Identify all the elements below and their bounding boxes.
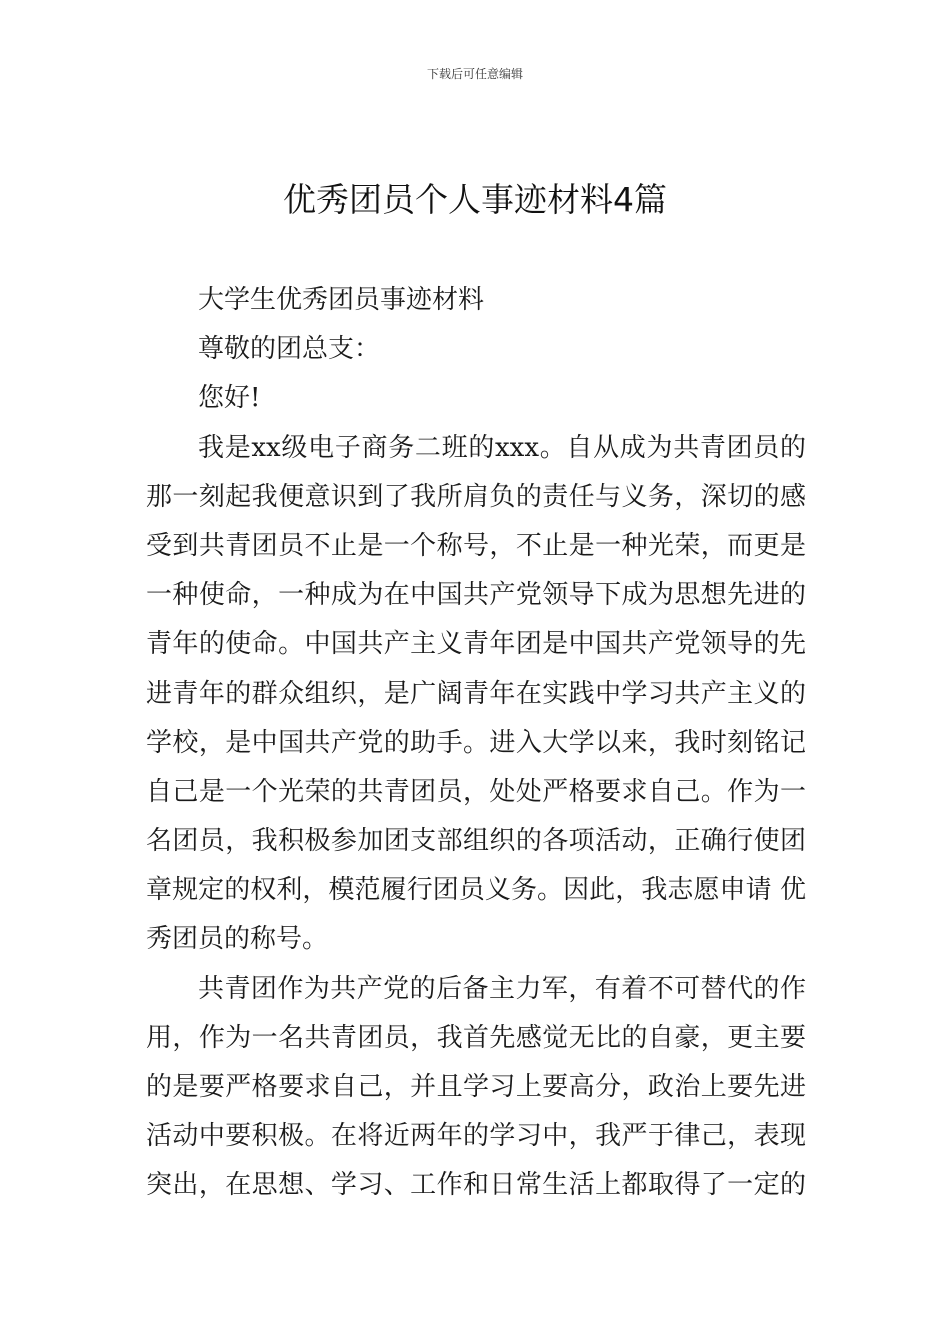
document-title: 优秀团员个人事迹材料4篇 <box>283 180 667 219</box>
paragraph-line: 名团员，我积极参加团支部组织的各项活动，正确行使团 <box>146 826 806 857</box>
salutation-line: 尊敬的团总支： <box>198 334 381 365</box>
paragraph-line: 的是要严格要求自己，并且学习上要高分，政治上要先进 <box>146 1072 806 1102</box>
document-body <box>146 276 806 1211</box>
paragraph-line: 学校，是中国共产党的助手。进入大学以来，我时刻铭记 <box>146 727 806 758</box>
paragraph-line: 青年的使命。中国共产主义青年团是中国共产党领导的先 <box>146 629 806 660</box>
paragraph-line: 一种使命，一种成为在中国共产党领导下成为思想先进的 <box>146 580 806 611</box>
paragraph-line: 秀团员的称号。 <box>146 924 329 955</box>
paragraph-line: 活动中要积极。在将近两年的学习中，我严于律己，表现 <box>146 1121 806 1152</box>
paragraph-line: 共青团作为共产党的后备主力军，有着不可替代的作 <box>198 973 806 1004</box>
paragraph-line: 章规定的权利，模范履行团员义务。因此，我志愿申请 优 <box>146 875 806 906</box>
paragraph-line: 用，作为一名共青团员，我首先感觉无比的自豪，更主要 <box>146 1022 806 1053</box>
paragraph-line: 自己是一个光荣的共青团员，处处严格要求自己。作为一 <box>146 776 806 807</box>
paragraph-line: 我是xx级电子商务二班的xxx。自从成为共青团员的 <box>198 432 806 463</box>
paragraph-line: 进青年的群众组织，是广阔青年在实践中学习共产主义的 <box>146 678 806 709</box>
paragraph-line: 那一刻起我便意识到了我所肩负的责任与义务，深切的感 <box>146 481 806 512</box>
paragraph-line: 受到共青团员不止是一个称号，不止是一种光荣，而更是 <box>146 530 806 561</box>
header-note: 下载后可任意编辑 <box>426 67 523 81</box>
greeting-line: 您好! <box>198 383 261 414</box>
paragraph-line: 突出，在思想、学习、工作和日常生活上都取得了一定的 <box>146 1170 806 1201</box>
subtitle-line: 大学生优秀团员事迹材料 <box>198 285 485 315</box>
